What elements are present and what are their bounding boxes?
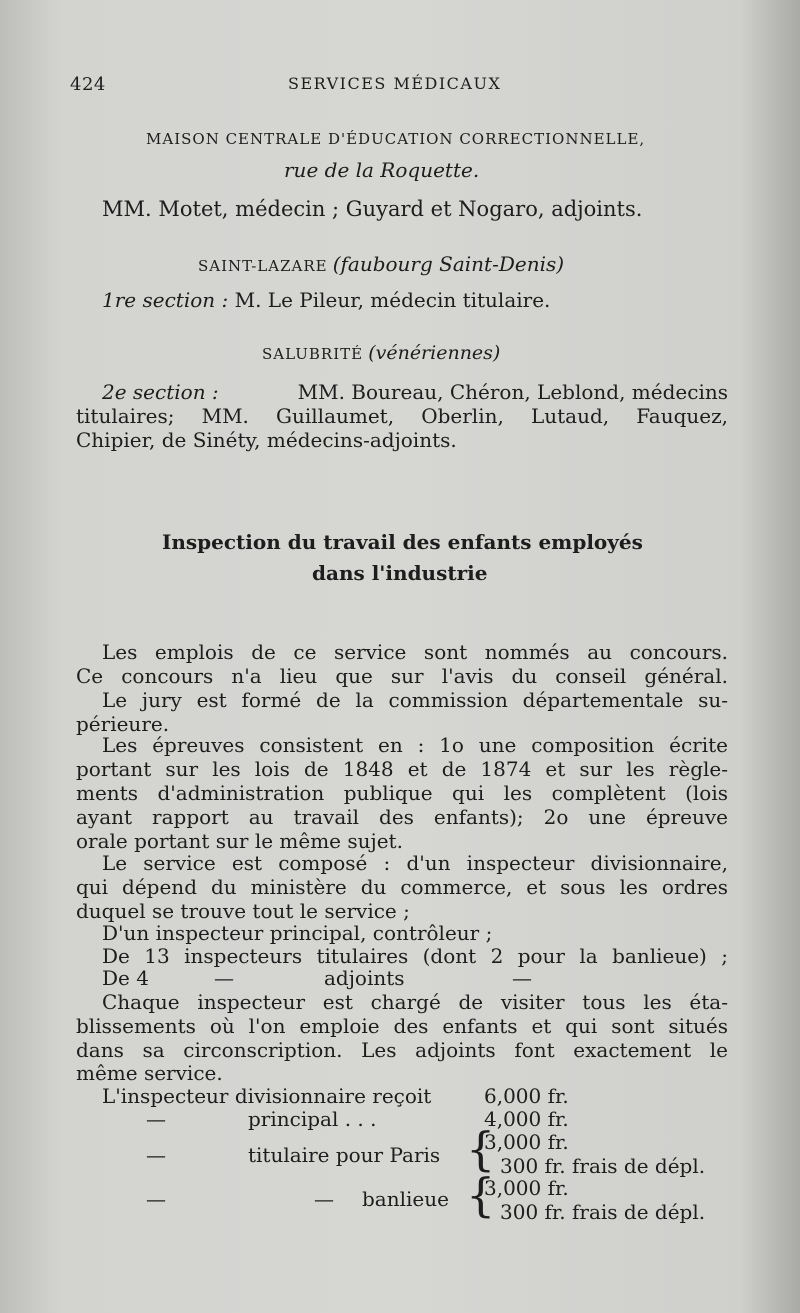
body-line: Le jury est formé de la commission départementale su- [102, 688, 728, 712]
salary-banlieue-dash: — [314, 1187, 334, 1211]
first-section-label: 1re section : [102, 288, 229, 312]
inspection-heading-line-1: Inspection du travail des enfants employés [162, 530, 643, 554]
second-section-line-2: titulaires; MM. Guillaumet, Oberlin, Lutaud, Fauquez, [76, 404, 728, 428]
adjoints-dash-2: — [512, 966, 532, 990]
body-line: duquel se trouve tout le service ; [76, 899, 410, 923]
body-line: dans sa circonscription. Les adjoints font exactement le [76, 1038, 728, 1062]
salary-divisionnaire-label: L'inspecteur divisionnaire reçoit [102, 1084, 432, 1108]
salary-banlieue-value-1: 3,000 fr. [484, 1176, 569, 1200]
second-section-label: 2e section : [102, 380, 219, 404]
page-number: 424 [70, 74, 106, 95]
section-title-saint-lazare [198, 252, 564, 276]
body-line: Les emplois de ce service sont nommés au concours. [102, 640, 728, 664]
body-line: orale portant sur le même sujet. [76, 829, 403, 853]
salubrite-label: SALUBRITÉ [262, 345, 364, 363]
body-line: Le service est composé : d'un inspecteur divisionnaire, [102, 851, 728, 875]
body-line: D'un inspecteur principal, contrôleur ; [102, 921, 493, 945]
salary-principal-label: principal . . . [248, 1107, 377, 1131]
body-line: ayant rapport au travail des enfants); 2o une épreuve [76, 805, 728, 829]
salubrite-title [262, 342, 500, 364]
salary-dash: — [146, 1143, 166, 1167]
salary-banlieue-label: banlieue [362, 1187, 449, 1211]
body-line: De 13 inspecteurs titulaires (dont 2 pour la banlieue) ; [102, 944, 728, 968]
adjoints-label: adjoints [324, 966, 405, 990]
brace-banlieue: { [466, 1168, 496, 1222]
salary-titulaire-value-2: 300 fr. frais de dépl. [500, 1154, 706, 1178]
adjoints-dash-1: — [214, 966, 234, 990]
body-line: même service. [76, 1061, 223, 1085]
salary-divisionnaire-value: 6,000 fr. [484, 1084, 569, 1108]
body-line: portant sur les lois de 1848 et de 1874 et sur les règle- [76, 757, 728, 781]
staff-line-maison-centrale: MM. Motet, médecin ; Guyard et Nogaro, adjoints. [102, 197, 643, 221]
body-line: Chaque inspecteur est chargé de visiter tous les éta- [102, 990, 728, 1014]
running-title: SERVICES MÉDICAUX [288, 74, 502, 93]
first-section-line [102, 288, 550, 312]
first-section-text: M. Le Pileur, médecin titulaire. [234, 288, 551, 312]
salary-principal-value: 4,000 fr. [484, 1107, 569, 1131]
body-line: périeure. [76, 712, 170, 736]
salary-banlieue-value-2: 300 fr. frais de dépl. [500, 1200, 706, 1224]
second-section-text: MM. Boureau, Chéron, Leblond, médecins [297, 380, 728, 404]
saint-lazare-address: (faubourg Saint-Denis) [332, 252, 565, 276]
adjoints-line [102, 966, 538, 990]
salary-dash: — [146, 1187, 166, 1211]
body-line: blissements où l'on emploie des enfants et qui sont situés [76, 1014, 728, 1038]
body-line: ments d'administration publique qui les complètent (lois [76, 781, 728, 805]
brace-titulaire: { [466, 1122, 496, 1176]
saint-lazare-label: SAINT-LAZARE [198, 257, 328, 275]
body-line: Les épreuves consistent en : 1o une composition écrite [102, 733, 728, 757]
adjoints-count: De 4 [102, 966, 149, 990]
body-line: Ce concours n'a lieu que sur l'avis du conseil général. [76, 664, 728, 688]
second-section-line-1 [102, 380, 728, 404]
salubrite-italic: (vénériennes) [368, 342, 501, 364]
salary-dash: — [146, 1107, 166, 1131]
second-section-line-3: Chipier, de Sinéty, médecins-adjoints. [76, 428, 457, 452]
body-line: qui dépend du ministère du commerce, et sous les ordres [76, 875, 728, 899]
inspection-heading-line-2: dans l'industrie [312, 561, 488, 585]
section-title-maison-centrale: MAISON CENTRALE D'ÉDUCATION CORRECTIONNELLE, [146, 130, 646, 148]
salary-titulaire-label: titulaire pour Paris [248, 1143, 441, 1167]
salary-titulaire-value-1: 3,000 fr. [484, 1130, 569, 1154]
section-subtitle-roquette: rue de la Roquette. [284, 158, 480, 182]
